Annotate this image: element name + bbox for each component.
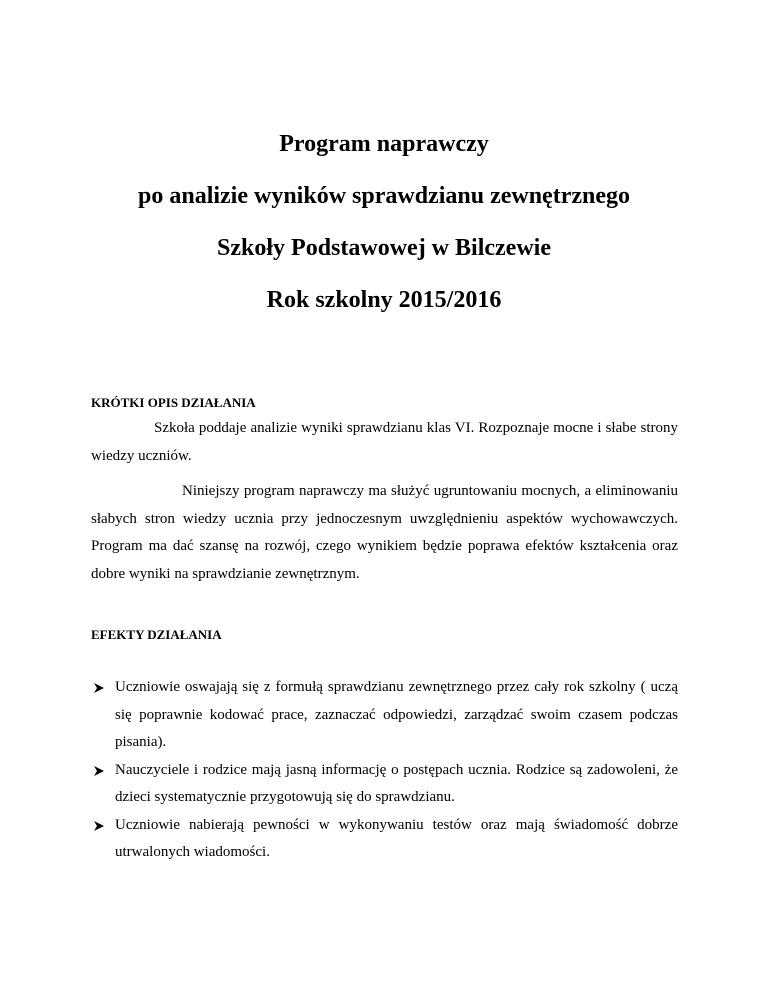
title-line-4: Rok szkolny 2015/2016: [266, 287, 502, 313]
list-item: [91, 812, 678, 867]
title-line-3: Szkoły Podstawowej w Bilczewie: [217, 235, 551, 261]
document-title: [0, 124, 768, 332]
title-line-1: Program naprawczy: [279, 131, 489, 157]
opis-paragraph-1: Szkoła poddaje analizie wyniki sprawdzianu klas VI. Rozpoznaje mocne i słabe strony wiedzy uczniów.: [91, 420, 678, 464]
section-heading-efekty: EFEKTY DZIAŁANIA: [91, 627, 222, 642]
efekty-list: [91, 674, 678, 867]
list-item-text: Uczniowie oswajają się z formułą sprawdzianu zewnętrznego przez cały rok szkolny ( uczą się poprawnie kodować prace, zaznaczać odpowiedzi, zarządzać swoim czasem podczas pisania).: [115, 679, 678, 750]
list-item: [91, 757, 678, 812]
opis-paragraph-2: Niniejszy program naprawczy ma służyć ugruntowaniu mocnych, a eliminowaniu słabych stron wiedzy ucznia przy jednoczesnym uwzględnieniu aspektów wychowawczych. Program ma dać szansę na rozwój, czego wynikiem będzie poprawa efektów kształcenia oraz dobre wyniki na sprawdzianie zewnętrznym.: [91, 483, 678, 582]
list-item-text: Uczniowie nabierają pewności w wykonywaniu testów oraz mają świadomość dobrze utrwalonych wiadomości.: [115, 816, 678, 860]
arrowhead-bullet-icon: [93, 820, 105, 832]
section-heading-opis: KRÓTKI OPIS DZIAŁANIA: [91, 395, 256, 410]
arrowhead-bullet-icon: [93, 682, 105, 694]
arrowhead-bullet-icon: [93, 765, 105, 777]
list-item-text: Nauczyciele i rodzice mają jasną informację o postępach ucznia. Rodzice są zadowoleni, że dzieci systematycznie przygotowują się do sprawdzianu.: [115, 761, 678, 805]
list-item: [91, 674, 678, 757]
title-line-2: po analizie wyników sprawdzianu zewnętrznego: [138, 183, 630, 209]
